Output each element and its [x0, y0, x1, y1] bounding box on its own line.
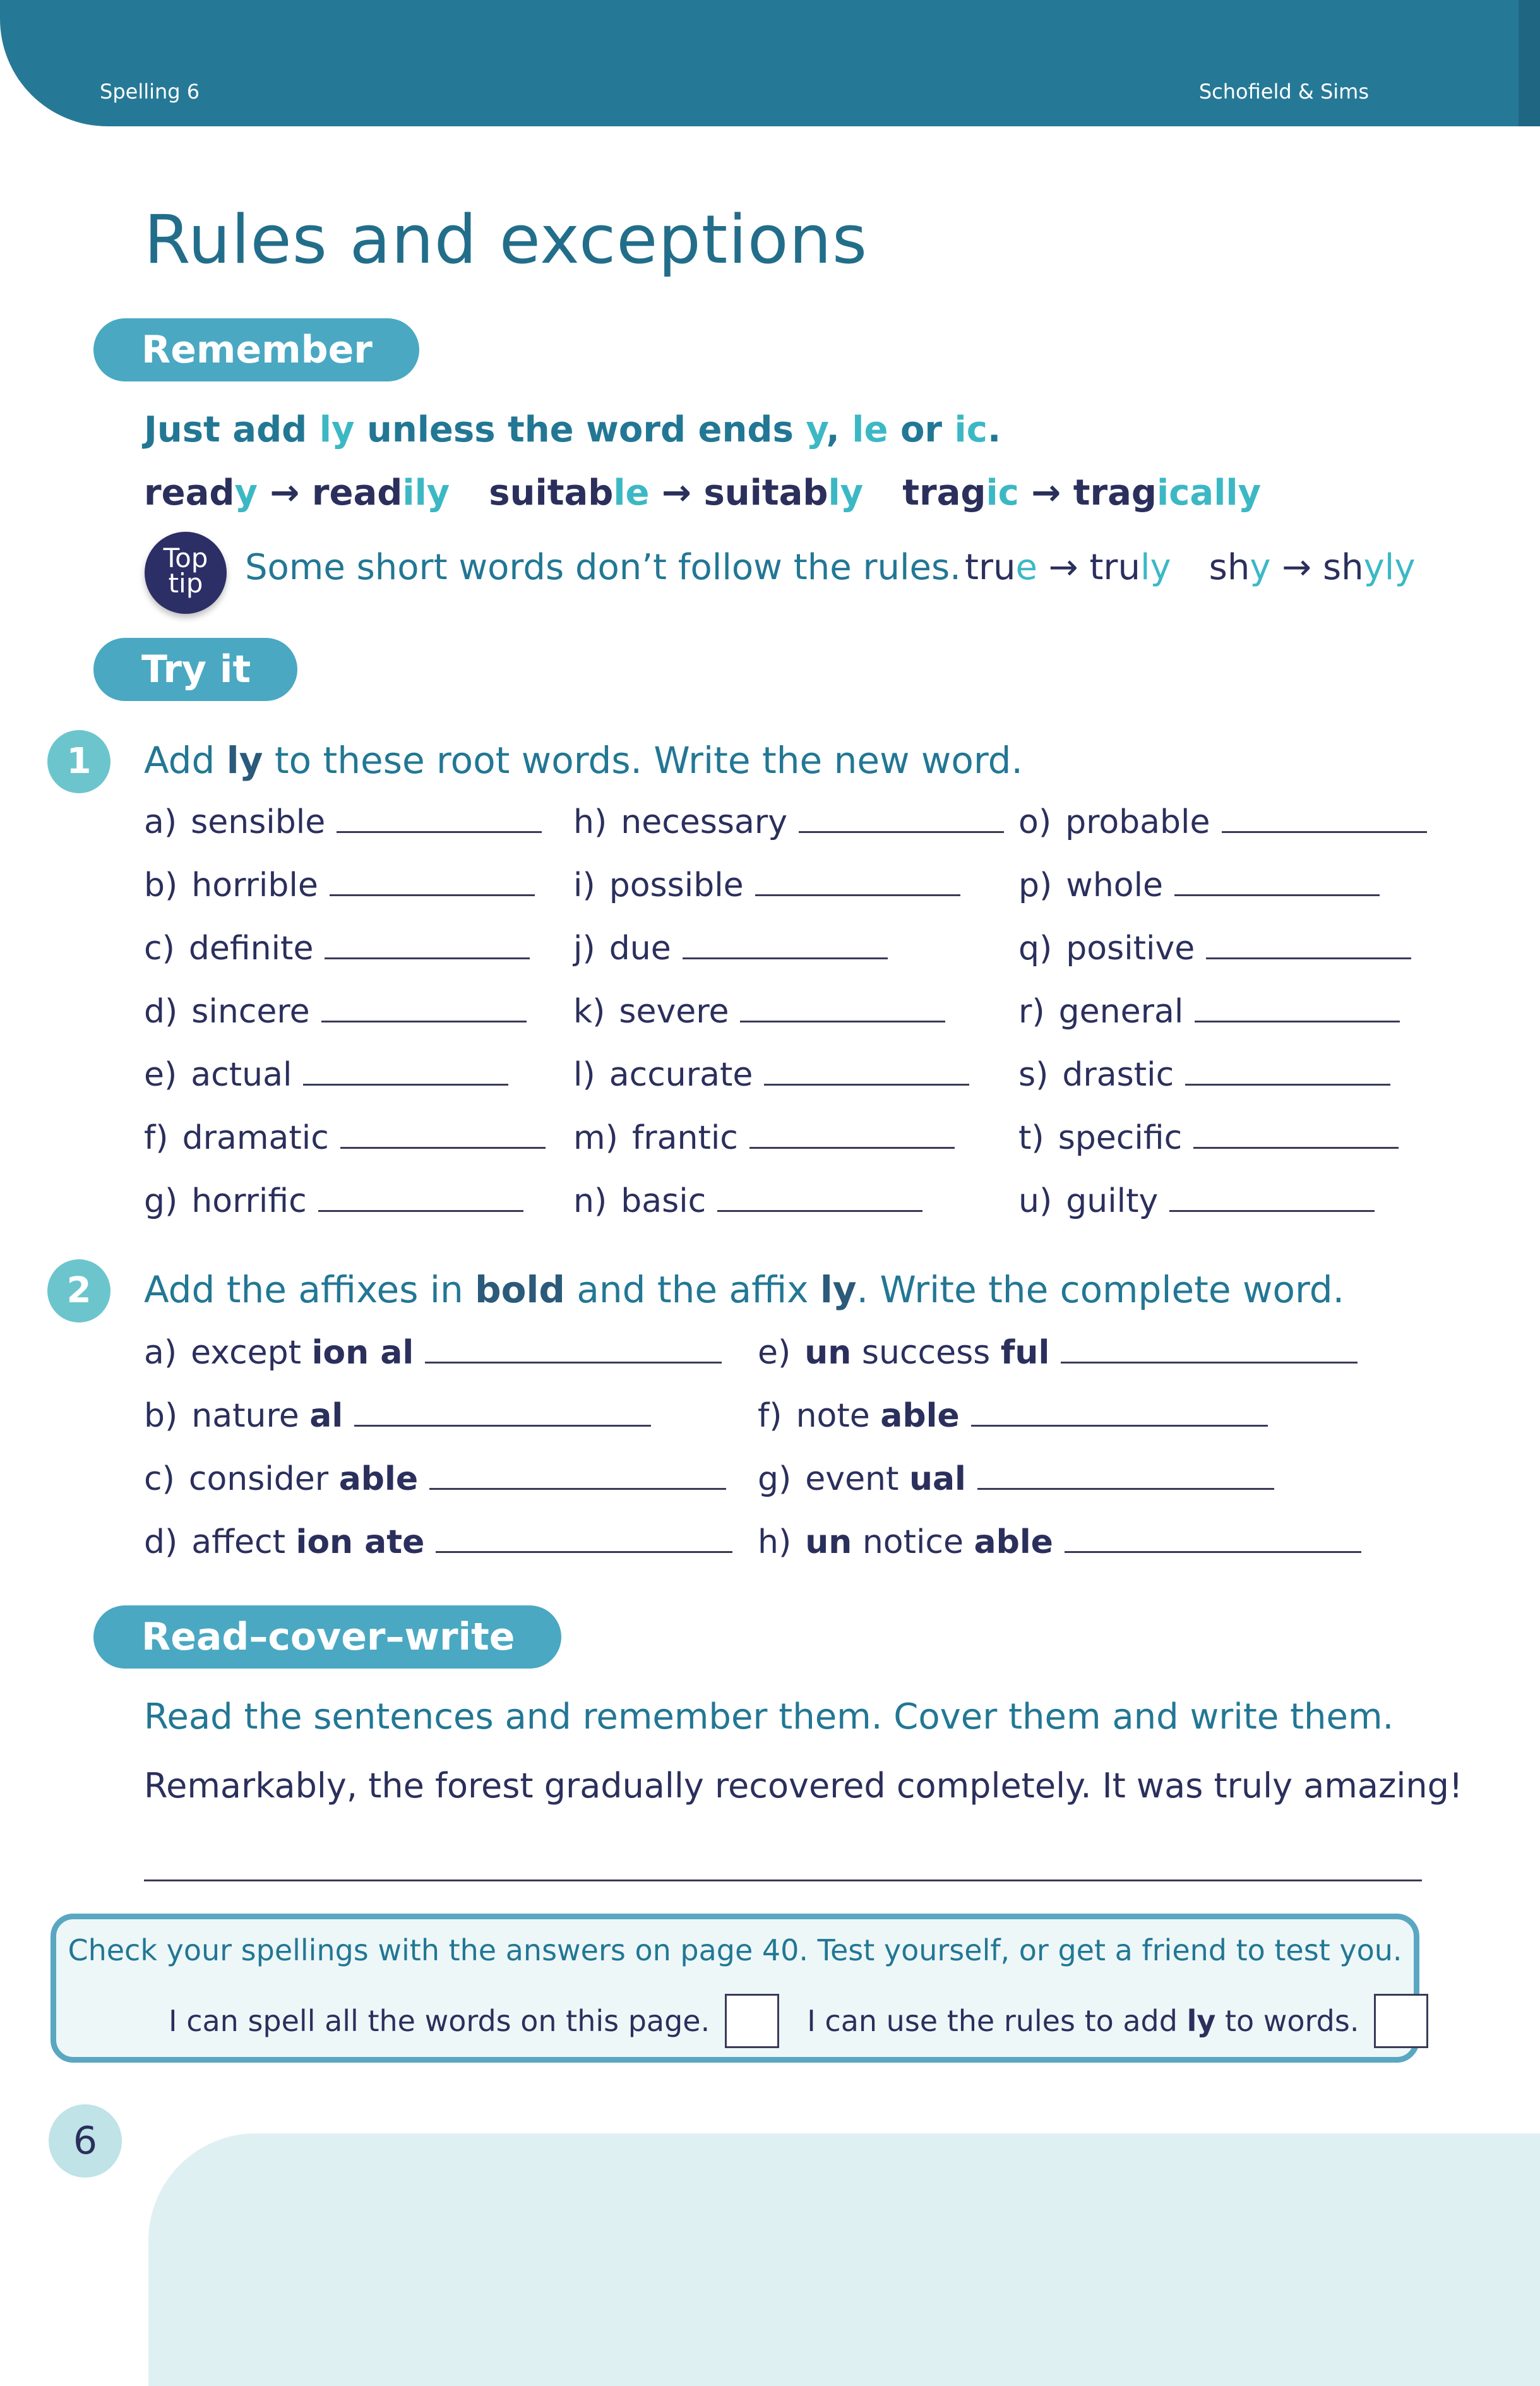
q1-item [144, 993, 527, 1031]
q1-item-label: d) [144, 993, 178, 1031]
header-bar [0, 0, 1540, 126]
remember-heading: Remember [93, 318, 419, 381]
rcw-instruction: Read the sentences and remember them. Cover them and write them. [144, 1696, 1394, 1737]
q2-answer-blank[interactable] [1065, 1550, 1361, 1553]
q1-item-word: frantic [631, 1119, 738, 1157]
q2-answer-blank[interactable] [354, 1424, 651, 1427]
q1-answer-blank[interactable] [1193, 1146, 1399, 1149]
q1-item [573, 930, 888, 968]
q1-answer-blank[interactable] [321, 1020, 527, 1022]
q2-suffix: ion al [311, 1334, 414, 1372]
q1-answer-blank[interactable] [1206, 957, 1411, 959]
q2-item [144, 1334, 722, 1372]
q1-item [573, 803, 1004, 841]
q1-answer-blank[interactable] [764, 1083, 969, 1086]
check-instruction: Check your spellings with the answers on page 40. Test yourself, or get a friend to test you. [68, 1933, 1402, 1967]
q1-item-label: u) [1018, 1182, 1053, 1220]
q1-item [573, 993, 945, 1031]
q1-item [573, 866, 960, 904]
q1-answer-blank[interactable] [683, 957, 888, 959]
q1-item-label: m) [573, 1119, 618, 1157]
q2-prefix: un [804, 1334, 852, 1372]
q1-item [1018, 803, 1427, 841]
publisher: Schofield & Sims [1198, 80, 1369, 104]
q2-item [758, 1334, 1358, 1372]
header-edge [1519, 0, 1540, 126]
try-it-heading: Try it [93, 638, 297, 701]
q1-item [1018, 866, 1380, 904]
q1-answer-blank[interactable] [1174, 894, 1380, 896]
page-number: 6 [49, 2104, 122, 2178]
q1-answer-blank[interactable] [799, 830, 1004, 833]
q1-item-label: g) [144, 1182, 178, 1220]
q1-answer-blank[interactable] [325, 957, 530, 959]
q1-item-word: possible [609, 866, 744, 904]
q2-item [758, 1397, 1268, 1435]
q2-item-label: f) [758, 1397, 782, 1435]
q2-root-word: affect [191, 1523, 296, 1561]
q1-item-label: e) [144, 1056, 177, 1094]
q1-answer-blank[interactable] [1169, 1209, 1375, 1212]
read-cover-write-heading: Read–cover–write [93, 1605, 561, 1669]
top-tip-text: Some short words don’t follow the rules. [245, 547, 961, 588]
q1-item-word: definite [188, 930, 314, 968]
q2-item [758, 1460, 1274, 1498]
question-1-number: 1 [47, 730, 110, 793]
q1-item-word: severe [619, 993, 729, 1031]
q2-suffix: able [974, 1523, 1053, 1561]
q1-item-word: sensible [191, 803, 326, 841]
q1-item-label: p) [1018, 866, 1053, 904]
q1-item-label: h) [573, 803, 607, 841]
q1-item [1018, 930, 1411, 968]
q1-item-word: whole [1066, 866, 1164, 904]
q1-item [1018, 1056, 1390, 1094]
q2-answer-blank[interactable] [977, 1487, 1274, 1490]
q1-item [1018, 993, 1400, 1031]
q1-answer-blank[interactable] [337, 830, 542, 833]
q2-answer-blank[interactable] [425, 1361, 722, 1364]
question-2-number: 2 [47, 1259, 110, 1322]
q2-suffix: able [880, 1397, 960, 1435]
q1-item [573, 1056, 969, 1094]
q1-answer-blank[interactable] [755, 894, 960, 896]
q2-item-label: c) [144, 1460, 175, 1498]
q2-answer-blank[interactable] [1061, 1361, 1358, 1364]
q2-item [144, 1397, 651, 1435]
q1-item [144, 1182, 523, 1220]
q1-answer-blank[interactable] [330, 894, 535, 896]
q2-item-label: h) [758, 1523, 792, 1561]
q1-answer-blank[interactable] [717, 1209, 922, 1212]
q1-item-word: sincere [191, 993, 310, 1031]
q1-item [1018, 1119, 1399, 1157]
q2-root-word: success [851, 1334, 1001, 1372]
q1-item-word: actual [191, 1056, 292, 1094]
q1-item [144, 803, 542, 841]
writing-line[interactable] [144, 1879, 1422, 1881]
q1-item-label: b) [144, 866, 178, 904]
q2-answer-blank[interactable] [436, 1550, 732, 1553]
q2-item-label: b) [144, 1397, 178, 1435]
question-1-text: Add ly to these root words. Write the new word. [144, 739, 1023, 782]
q1-item-label: s) [1018, 1056, 1049, 1094]
q1-item-label: r) [1018, 993, 1045, 1031]
q2-item-label: a) [144, 1334, 177, 1372]
q1-item-label: k) [573, 993, 606, 1031]
footer-decoration [148, 2133, 1540, 2386]
self-check-row [169, 1994, 1456, 2048]
q1-item-word: general [1058, 993, 1184, 1031]
q1-item-word: due [609, 930, 671, 968]
check-box-panel [51, 1914, 1419, 2063]
q1-item [144, 1056, 508, 1094]
question-2-text: Add the affixes in bold and the affix ly. Write the complete word. [144, 1268, 1345, 1311]
q2-suffix: able [338, 1460, 419, 1498]
q1-item-word: horrible [191, 866, 318, 904]
top-tip-badge: Top tip [145, 532, 227, 614]
q1-item-label: a) [144, 803, 177, 841]
self-check-1-box[interactable] [725, 1994, 779, 2048]
q1-item-label: n) [573, 1182, 607, 1220]
q1-item [144, 930, 530, 968]
q2-prefix: un [805, 1523, 852, 1561]
q2-item [144, 1460, 726, 1498]
q1-item [1018, 1182, 1375, 1220]
q1-answer-blank[interactable] [303, 1083, 508, 1086]
q2-root-word: notice [852, 1523, 974, 1561]
book-title: Spelling 6 [100, 80, 200, 104]
q1-item [144, 866, 535, 904]
q1-item-label: o) [1018, 803, 1052, 841]
q1-item-word: horrific [191, 1182, 307, 1220]
q1-item-word: drastic [1062, 1056, 1174, 1094]
self-check-2-box[interactable] [1374, 1994, 1428, 2048]
self-check-2-label: I can use the rules to add ly to words. [807, 2004, 1359, 2038]
q1-item-word: accurate [609, 1056, 753, 1094]
q1-item-label: q) [1018, 930, 1053, 968]
q1-item-label: c) [144, 930, 175, 968]
q2-root-word: nature [191, 1397, 310, 1435]
q1-item-label: i) [573, 866, 595, 904]
q2-item-label: g) [758, 1460, 792, 1498]
q2-suffix: ual [909, 1460, 966, 1498]
q1-answer-blank[interactable] [1185, 1083, 1390, 1086]
q2-suffix: al [309, 1397, 343, 1435]
q2-root-word: note [796, 1397, 881, 1435]
page-title: Rules and exceptions [144, 201, 868, 279]
self-check-1-label: I can spell all the words on this page. [169, 2004, 710, 2038]
q1-answer-blank[interactable] [749, 1146, 955, 1149]
q2-suffix: ion ate [295, 1523, 425, 1561]
q1-item-label: f) [144, 1119, 169, 1157]
q2-answer-blank[interactable] [429, 1487, 726, 1490]
q2-item [758, 1523, 1361, 1561]
q1-answer-blank[interactable] [318, 1209, 523, 1212]
q1-answer-blank[interactable] [1222, 830, 1427, 833]
q1-answer-blank[interactable] [340, 1146, 546, 1149]
q2-item-label: d) [144, 1523, 178, 1561]
q1-item-word: guilty [1066, 1182, 1159, 1220]
q2-item-label: e) [758, 1334, 791, 1372]
q1-item-word: necessary [621, 803, 787, 841]
q1-item-word: positive [1066, 930, 1195, 968]
q2-item [144, 1523, 732, 1561]
q1-item-word: specific [1058, 1119, 1183, 1157]
top-tip-examples: true → truly shy → shyly [965, 547, 1416, 588]
q1-item-word: probable [1065, 803, 1210, 841]
q2-suffix: ful [1000, 1334, 1050, 1372]
q1-item [573, 1182, 922, 1220]
q1-item [573, 1119, 955, 1157]
q2-root-word: consider [188, 1460, 339, 1498]
rule-examples: ready → readily suitable → suitably tragic → tragically [144, 472, 1262, 513]
q1-item-label: j) [573, 930, 595, 968]
q1-answer-blank[interactable] [1195, 1020, 1400, 1022]
q1-item-word: dramatic [182, 1119, 329, 1157]
rule-text: Just add ly unless the word ends y, le or ic. [144, 409, 1001, 450]
q2-root-word: except [191, 1334, 312, 1372]
q1-item-label: t) [1018, 1119, 1044, 1157]
q1-item [144, 1119, 546, 1157]
q2-answer-blank[interactable] [971, 1424, 1268, 1427]
q1-item-label: l) [573, 1056, 595, 1094]
rcw-sentence: Remarkably, the forest gradually recovered completely. It was truly amazing! [144, 1766, 1463, 1806]
q1-item-word: basic [621, 1182, 707, 1220]
q1-answer-blank[interactable] [740, 1020, 945, 1022]
q2-root-word: event [805, 1460, 909, 1498]
